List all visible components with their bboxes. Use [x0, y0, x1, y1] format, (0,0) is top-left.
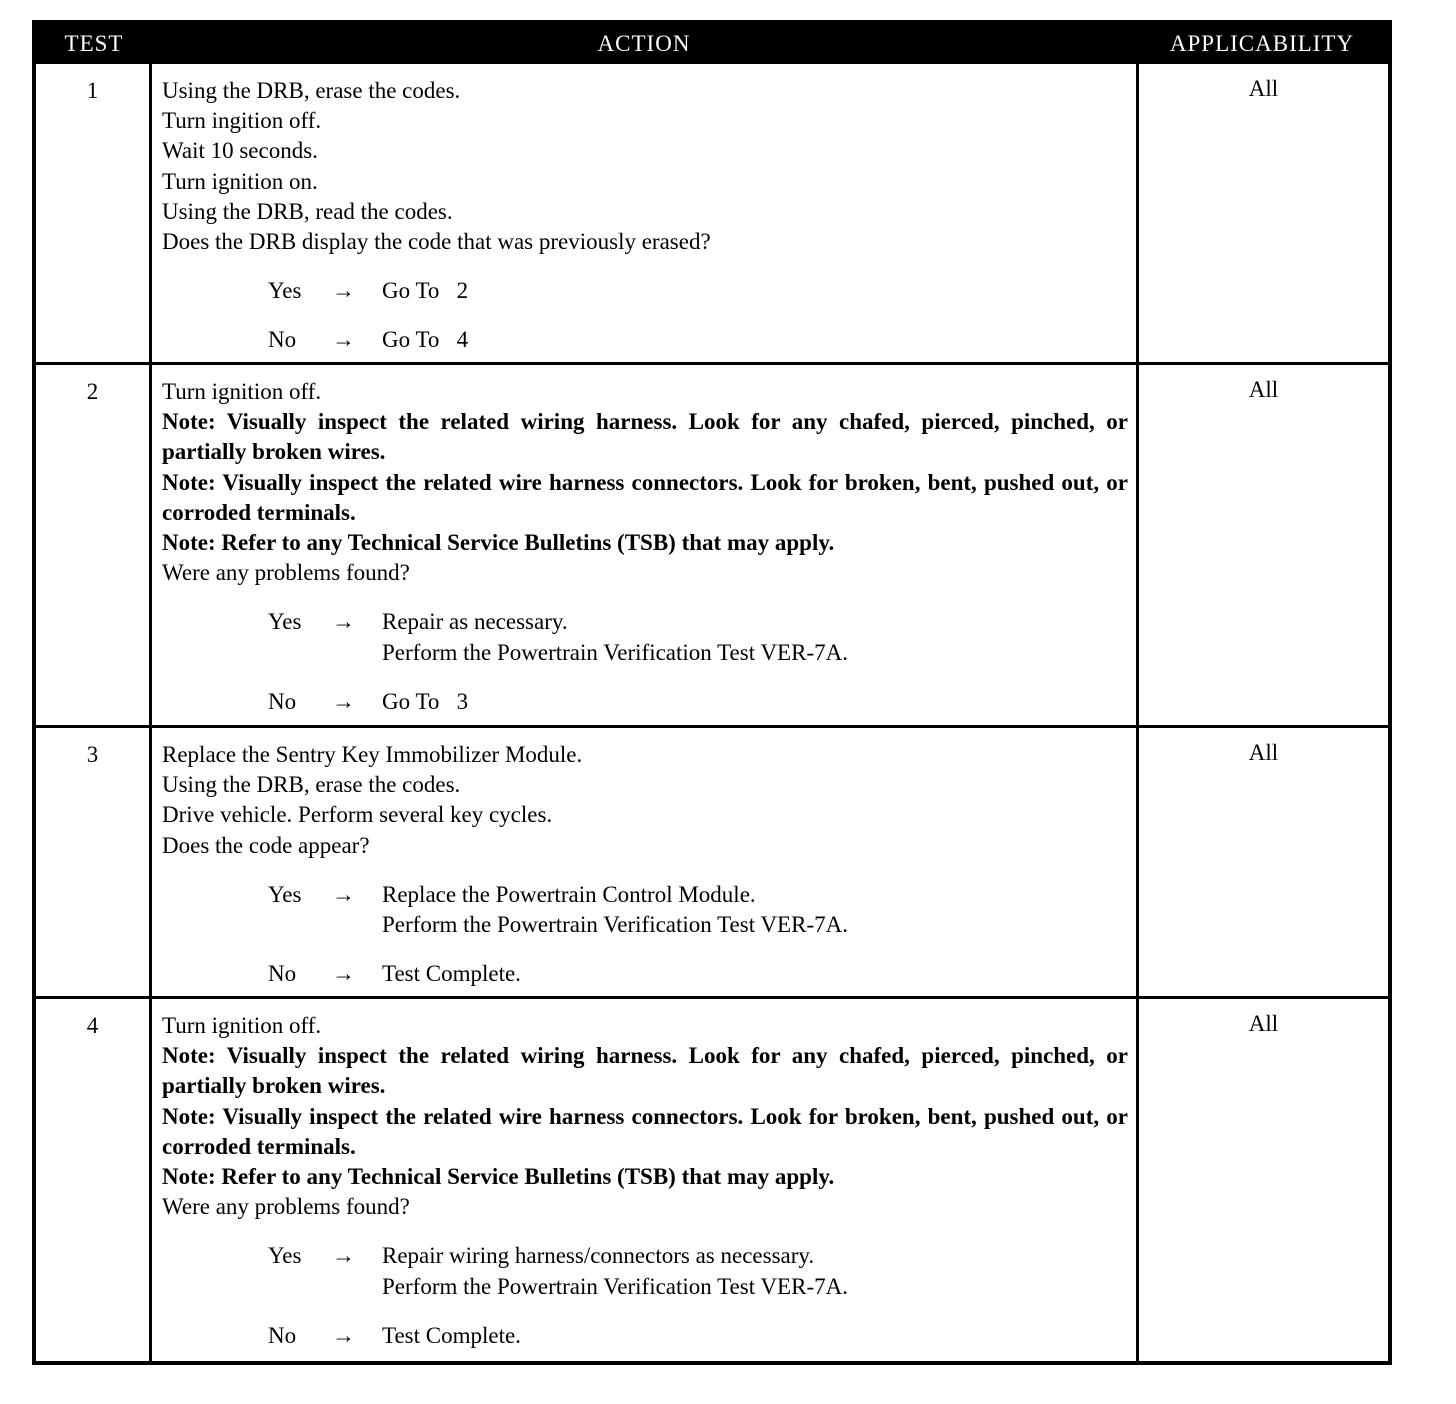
outcome-label: No	[268, 688, 297, 714]
action-step: Turn ignition off.	[162, 379, 322, 404]
action-step: Drive vehicle. Perform several key cycles.	[162, 802, 553, 828]
outcomes	[162, 607, 1128, 717]
outcome-no	[268, 325, 1128, 355]
outcome-line: Perform the Powertrain Verification Test VER-7A.	[382, 912, 848, 938]
note-tsb: Note: Refer to any Technical Service Bulletins (TSB) that may apply.	[162, 1164, 835, 1190]
outcome-line: Perform the Powertrain Verification Test VER-7A.	[382, 639, 848, 665]
outcome-text	[382, 959, 1128, 989]
outcome-text	[382, 687, 1128, 717]
outcome-yes	[268, 276, 1128, 306]
outcome-yes	[268, 607, 1128, 667]
outcome-label: No	[268, 327, 297, 353]
action-step: Wait 10 seconds.	[162, 138, 318, 164]
outcome-no	[268, 687, 1128, 717]
outcome-label: Yes	[268, 881, 302, 907]
action-cell	[152, 365, 1139, 725]
header-test: TEST	[64, 31, 124, 56]
action-step: Turn ignition off.	[162, 1013, 322, 1038]
table-row	[36, 64, 1388, 362]
arrow-icon: →	[332, 1243, 355, 1269]
action-step: Using the DRB, erase the codes.	[162, 78, 461, 103]
table-row	[36, 996, 1388, 1361]
note-wiring-harness: Note: Visually inspect the related wiring harness. Look for any chafed, pierced, pinched, or partially broken wires.	[162, 409, 1128, 465]
action-step: Turn ignition on.	[162, 168, 318, 194]
test-procedure-table	[32, 20, 1392, 1365]
action-cell	[152, 999, 1139, 1361]
action-question: Does the DRB display the code that was previously erased?	[162, 229, 711, 255]
note-tsb: Note: Refer to any Technical Service Bulletins (TSB) that may apply.	[162, 530, 835, 556]
outcome-line: Replace the Powertrain Control Module.	[382, 881, 756, 907]
outcome-text	[382, 276, 1128, 306]
applicability-cell: All	[1248, 76, 1279, 101]
arrow-icon: →	[332, 327, 355, 353]
note-connectors: Note: Visually inspect the related wire harness connectors. Look for broken, bent, pushed out, or corroded terminals.	[162, 469, 1128, 525]
arrow-icon: →	[332, 961, 355, 987]
action-step: Using the DRB, erase the codes.	[162, 772, 461, 798]
outcome-label: No	[268, 961, 297, 987]
action-question: Were any problems found?	[162, 560, 410, 586]
note-connectors: Note: Visually inspect the related wire harness connectors. Look for broken, bent, pushed out, or corroded terminals.	[162, 1103, 1128, 1159]
arrow-icon: →	[332, 688, 355, 714]
outcome-yes	[268, 880, 1128, 940]
outcome-yes	[268, 1241, 1128, 1301]
action-step: Using the DRB, read the codes.	[162, 198, 453, 224]
outcome-line: Repair as necessary.	[382, 609, 568, 635]
outcome-text	[382, 325, 1128, 355]
outcome-label: Yes	[268, 278, 302, 304]
action-question: Were any problems found?	[162, 1194, 410, 1220]
arrow-icon: →	[332, 278, 355, 304]
applicability-cell: All	[1248, 1011, 1279, 1036]
outcome-text	[382, 1241, 1128, 1301]
outcome-no	[268, 959, 1128, 989]
outcome-line: Perform the Powertrain Verification Test VER-7A.	[382, 1273, 848, 1299]
header-action: ACTION	[597, 31, 691, 56]
arrow-icon: →	[332, 1322, 355, 1348]
note-wiring-harness: Note: Visually inspect the related wiring harness. Look for any chafed, pierced, pinched, or partially broken wires.	[162, 1043, 1128, 1099]
test-number: 1	[36, 64, 152, 362]
outcome-text	[382, 880, 1128, 940]
table-row	[36, 362, 1388, 725]
applicability-cell: All	[1248, 377, 1279, 402]
outcome-line: Go To 3	[382, 688, 469, 714]
outcome-text	[382, 607, 1128, 667]
outcomes	[162, 880, 1128, 990]
action-cell	[152, 728, 1139, 996]
table-header	[36, 24, 1388, 64]
arrow-icon: →	[332, 881, 355, 907]
outcome-no	[268, 1321, 1128, 1351]
outcomes	[162, 276, 1128, 355]
table-row	[36, 725, 1388, 996]
test-number: 3	[36, 728, 152, 996]
outcome-label: Yes	[268, 1243, 302, 1269]
outcome-text	[382, 1321, 1128, 1351]
outcome-line: Go To 4	[382, 327, 469, 353]
header-applicability: APPLICABILITY	[1169, 31, 1355, 56]
test-number: 4	[36, 999, 152, 1361]
applicability-cell: All	[1248, 740, 1279, 765]
action-question: Does the code appear?	[162, 832, 370, 858]
outcome-label: No	[268, 1322, 297, 1348]
action-step: Replace the Sentry Key Immobilizer Module.	[162, 742, 583, 767]
outcome-line: Test Complete.	[382, 961, 521, 987]
action-cell	[152, 64, 1139, 362]
outcome-line: Repair wiring harness/connectors as necessary.	[382, 1243, 815, 1269]
arrow-icon: →	[332, 609, 355, 635]
action-step: Turn ingition off.	[162, 108, 322, 134]
outcome-label: Yes	[268, 609, 302, 635]
outcomes	[162, 1241, 1128, 1351]
test-number: 2	[36, 365, 152, 725]
outcome-line: Go To 2	[382, 278, 469, 304]
outcome-line: Test Complete.	[382, 1322, 521, 1348]
